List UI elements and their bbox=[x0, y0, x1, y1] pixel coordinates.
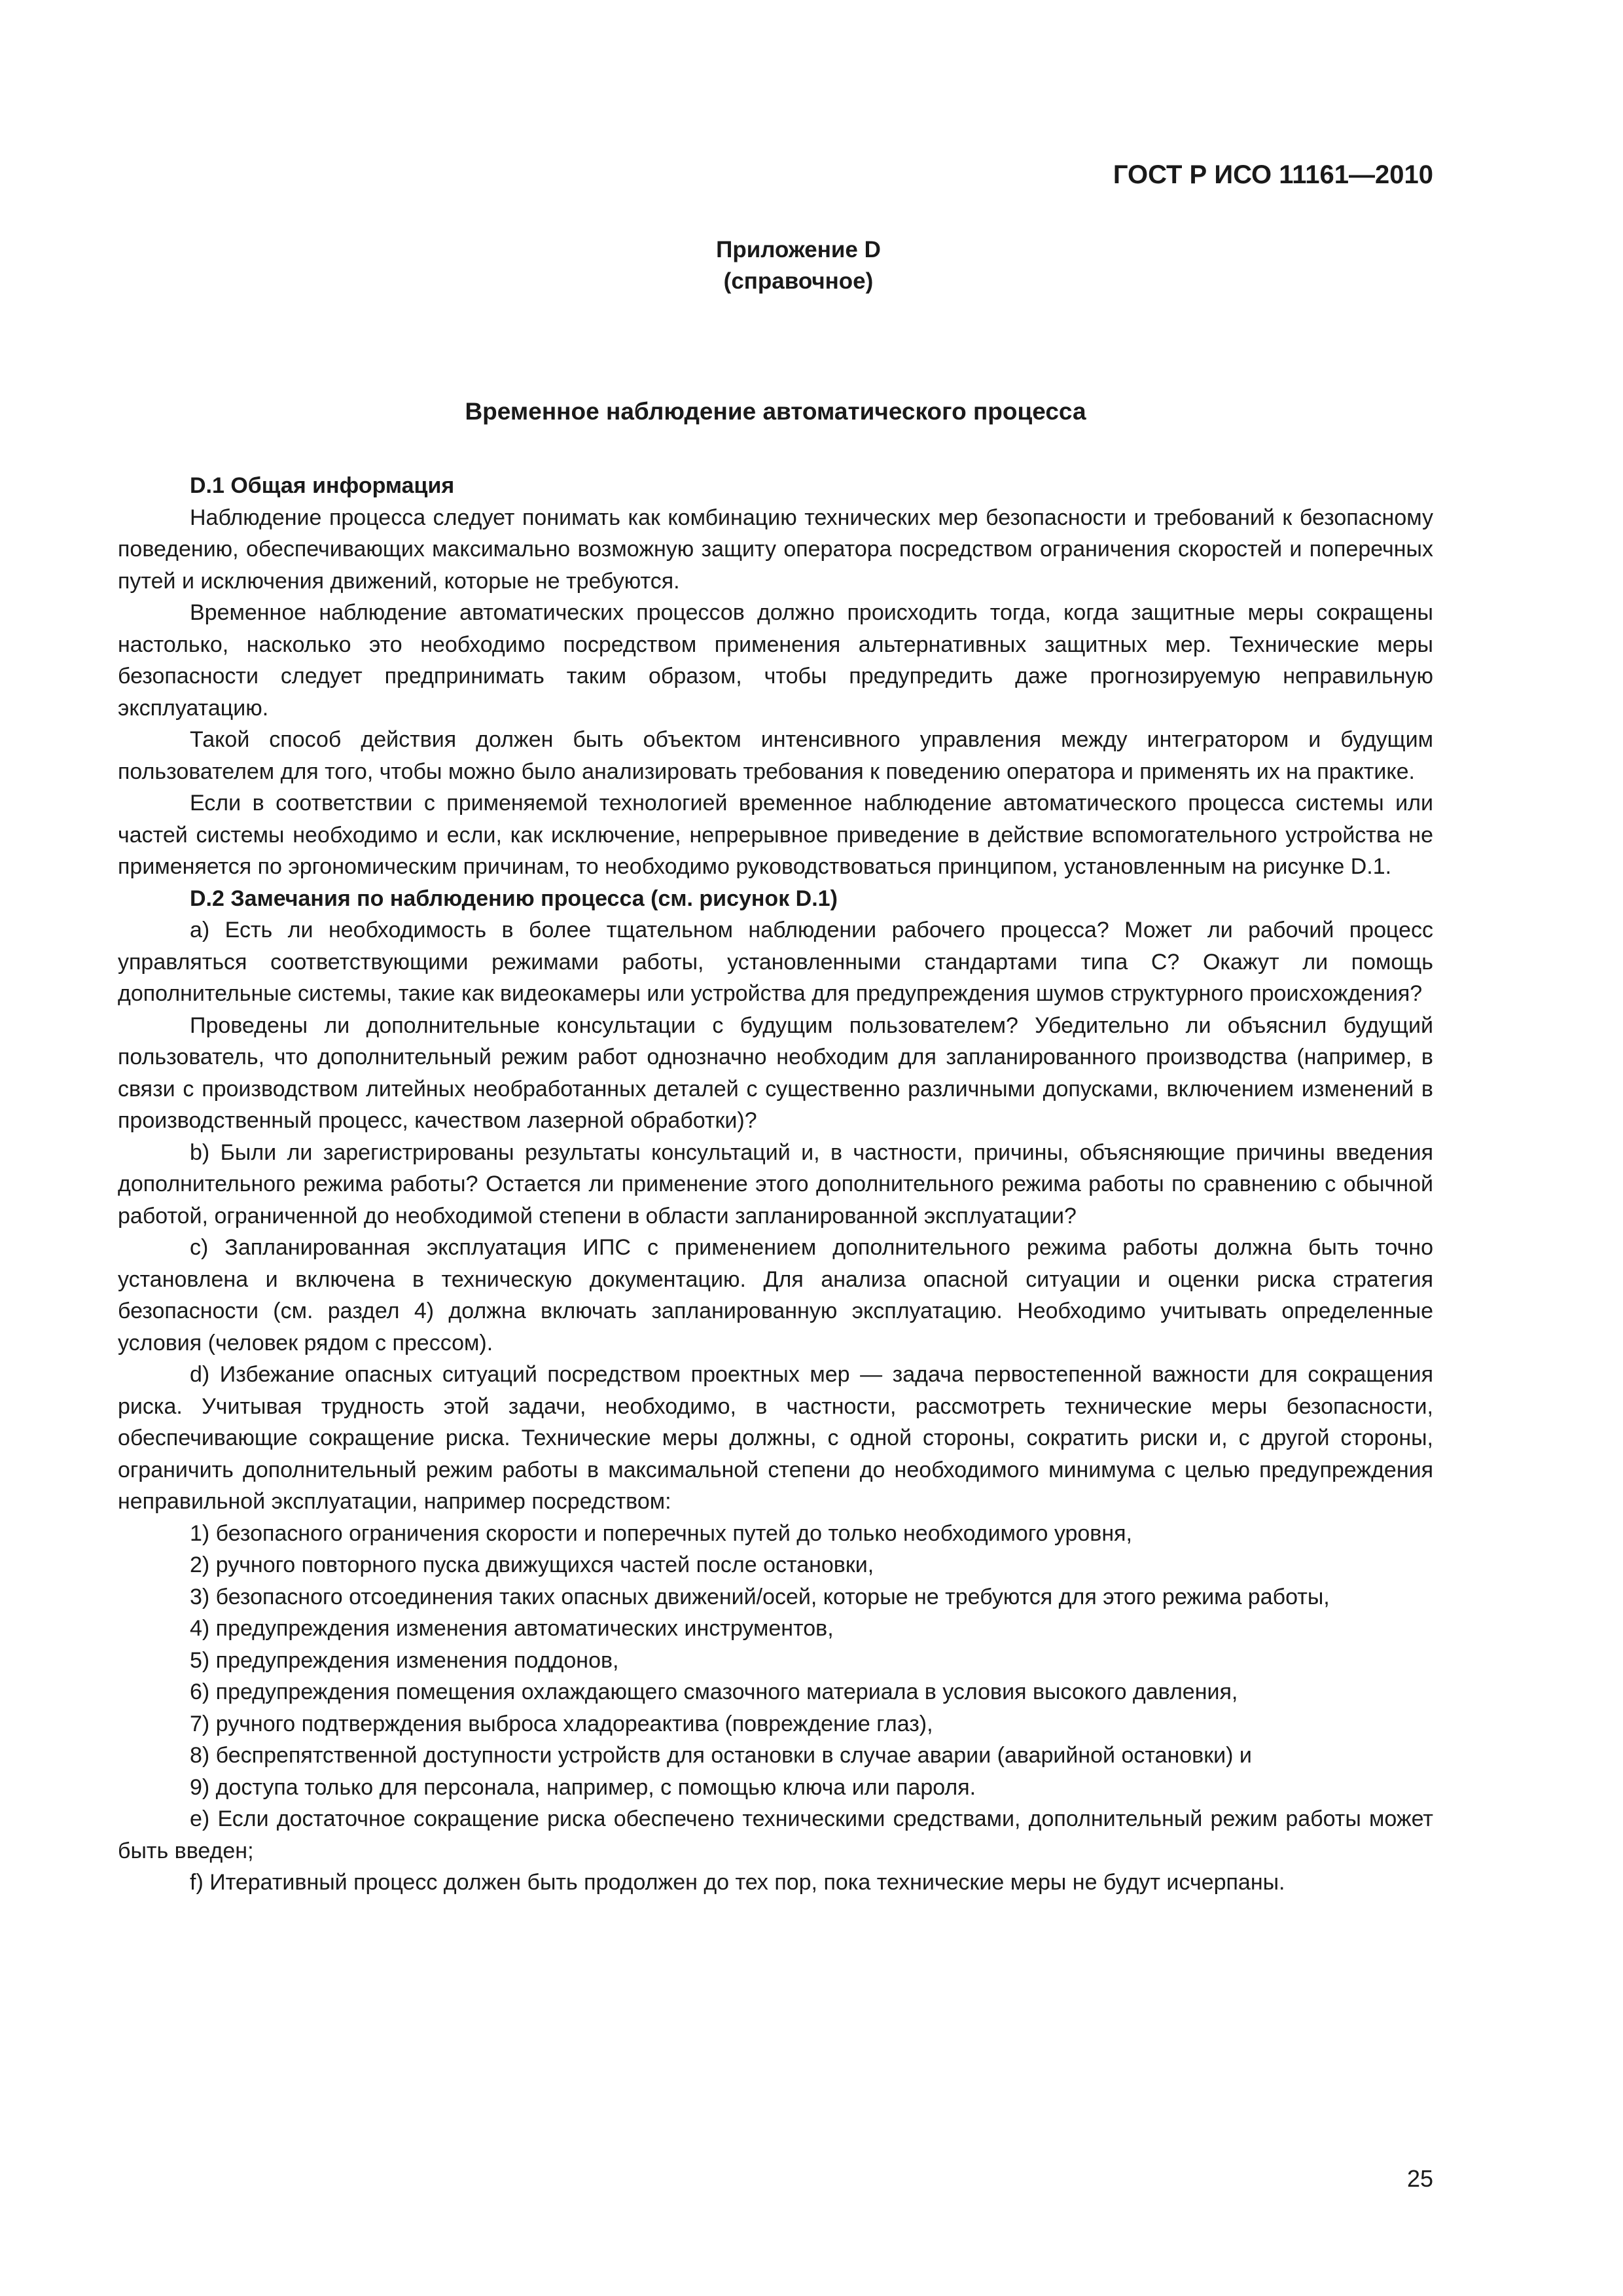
appendix-label: Приложение D bbox=[716, 237, 881, 262]
appendix-kind: (справочное) bbox=[723, 268, 874, 294]
list-item: 4) предупреждения изменения автоматических инструментов, bbox=[190, 1616, 834, 1641]
page-number: 25 bbox=[1406, 2165, 1433, 2192]
list-item: 7) ручного подтверждения выброса хладореактива (повреждение глаз), bbox=[190, 1711, 933, 1736]
standard-designation: ГОСТ Р ИСО 11161—2010 bbox=[1113, 160, 1433, 189]
appendix-heading bbox=[118, 234, 1433, 297]
list-item: 9) доступа только для персонала, например, с помощью ключа или пароля. bbox=[190, 1774, 976, 1800]
paragraph: d) Избежание опасных ситуаций посредством проектных мер — задача первостепенной важности для сокращения риска. Учитывая трудность этой задачи, необходимо, в частности, рассмотреть технические меры безопасности, обеспечивающие сокращение риска. Технические меры должны, с одной стороны, сократить риски и, с другой стороны, ограничить дополнительный режим работы в максимальной степени до необходимого минимума с целью предупреждения неправильной эксплуатации, например посредством: bbox=[118, 1362, 1433, 1514]
list-item: 6) предупреждения помещения охлаждающего смазочного материала в условия высокого давления, bbox=[190, 1679, 1238, 1704]
list-item: 2) ручного повторного пуска движущихся частей после остановки, bbox=[190, 1552, 874, 1577]
paragraph: Наблюдение процесса следует понимать как комбинацию технических мер безопасности и требований к безопасному поведению, обеспечивающих максимально возможную защиту оператора посредством ограничения скоростей и поперечных путей и исключения движений, которые не требуются. bbox=[118, 505, 1433, 594]
paragraph: c) Запланированная эксплуатация ИПС с применением дополнительного режима работы должна быть точно установлена и включена в техническую документацию. Для анализа опасной ситуации и оценки риска стратегия безопасности (см. раздел 4) должна включать запланированную эксплуатацию. Необходимо учитывать определенные условия (человек рядом с прессом). bbox=[118, 1235, 1433, 1355]
document-page bbox=[118, 0, 1433, 2296]
section-d2-heading: D.2 Замечания по наблюдению процесса (см. рисунок D.1) bbox=[190, 886, 838, 911]
section-d1-heading: D.1 Общая информация bbox=[190, 473, 455, 498]
document-body bbox=[118, 470, 1433, 1899]
list-item: 1) безопасного ограничения скорости и поперечных путей до только необходимого уровня, bbox=[190, 1520, 1132, 1546]
document-title: Временное наблюдение автоматического процесса bbox=[465, 398, 1086, 425]
paragraph: Проведены ли дополнительные консультации с будущим пользователем? Убедительно ли объяснил будущий пользователь, что дополнительный режим работ однозначно необходим для запланированного производства (например, в связи с производством литейных необработанных деталей с существенно различными допусками, включением изменений в производственный процесс, качеством лазерной обработки)? bbox=[118, 1013, 1433, 1133]
paragraph: e) Если достаточное сокращение риска обеспечено техническими средствами, дополнительный режим работы может быть введен; bbox=[118, 1806, 1433, 1863]
paragraph: f) Итеративный процесс должен быть продолжен до тех пор, пока технические меры не будут исчерпаны. bbox=[190, 1870, 1285, 1895]
paragraph: Такой способ действия должен быть объектом интенсивного управления между интегратором и будущим пользователем для того, чтобы можно было анализировать требования к поведению оператора и применять их на практике. bbox=[118, 727, 1433, 784]
list-item: 8) беспрепятственной доступности устройств для остановки в случае аварии (аварийной остановки) и bbox=[190, 1743, 1252, 1768]
paragraph: Временное наблюдение автоматических процессов должно происходить тогда, когда защитные меры сокращены настолько, насколько это необходимо посредством применения альтернативных защитных мер. Технические меры безопасности следует предпринимать таким образом, чтобы предупредить даже прогнозируемую неправильную эксплуатацию. bbox=[118, 600, 1433, 721]
list-item: 5) предупреждения изменения поддонов, bbox=[190, 1647, 619, 1673]
paragraph: a) Есть ли необходимость в более тщательном наблюдении рабочего процесса? Может ли рабочий процесс управляться соответствующими режимами работы, установленными стандартами типа С? Окажут ли помощь дополнительные системы, такие как видеокамеры или устройства для предупреждения шумов структурного происхождения? bbox=[118, 918, 1433, 1006]
list-item: 3) безопасного отсоединения таких опасных движений/осей, которые не требуются для этого режима работы, bbox=[190, 1584, 1330, 1609]
paragraph: Если в соответствии с применяемой технологией временное наблюдение автоматического процесса системы или частей системы необходимо и если, как исключение, непрерывное приведение в действие вспомогательного устройства не применяется по эргономическим причинам, то необходимо руководствоваться принципом, установленным на рисунке D.1. bbox=[118, 791, 1433, 879]
paragraph: b) Были ли зарегистрированы результаты консультаций и, в частности, причины, объясняющие причины введения дополнительного режима работы? Остается ли применение этого дополнительного режима работы по сравнению с обычной работой, ограниченной до необходимой степени в области запланированной эксплуатации? bbox=[118, 1139, 1433, 1229]
